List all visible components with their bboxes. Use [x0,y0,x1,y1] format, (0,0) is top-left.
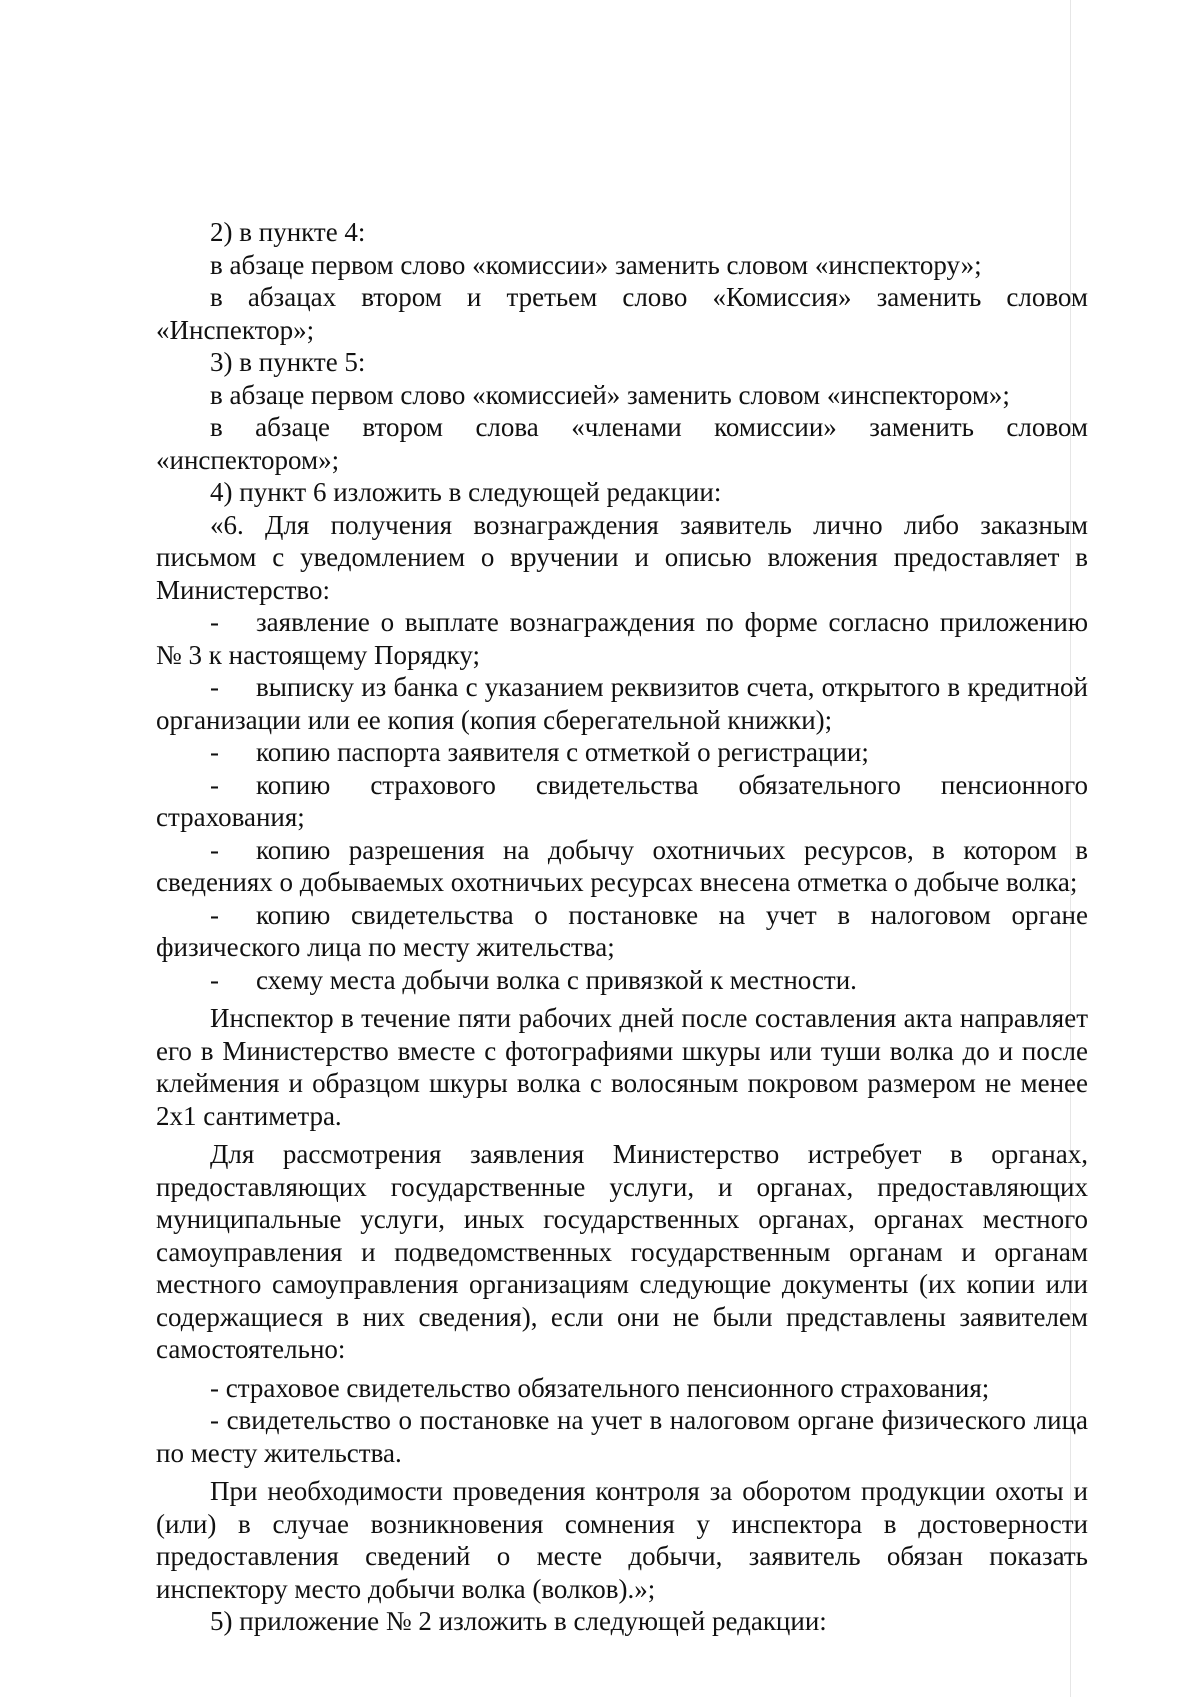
paragraph-item-4: 4) пункт 6 изложить в следующей редакции: [210,477,722,507]
paragraph-item-2-b: в абзацах втором и третьем слово «Комиссия» заменить словом «Инспектор»; [156,282,1088,345]
paragraph-item-2-a: в абзаце первом слово «комиссии» заменить словом «инспектору»; [210,249,982,280]
paragraph-ministry-request: Для рассмотрения заявления Министерство истребует в органах, предоставляющих государственные услуги, и органах, предоставляющих муниципальные услуги, иных государственных органах, органах местного самоуправления и подведомственных государственным органам и органам местного самоуправления организациям следующие документы (их копии или содержащиеся в них сведения), если они не были представлены заявителем самостоятельно: [156,1139,1088,1364]
bullet-dash: - [210,737,219,767]
bullet-text: схему места добычи волка с привязкой к местности. [256,964,857,995]
bullet-dash: - [210,964,219,995]
bullet-item-insurance [156,769,1088,834]
bullet-item-passport [156,736,1088,769]
bullet-item-hunting-permit [156,834,1088,899]
bullet-text: заявление о выплате вознаграждения по форме согласно приложению № 3 к настоящему Порядку; [156,607,1088,670]
paragraph-item-3-b: в абзаце втором слова «членами комиссии» заменить словом «инспектором»; [156,412,1088,475]
paragraph-request-insurance: - страховое свидетельство обязательного пенсионного страхования; [210,1372,990,1403]
bullet-dash: - [210,899,219,930]
bullet-text: копию паспорта заявителя с отметкой о регистрации; [256,737,869,767]
paragraph-item-3: 3) в пункте 5: [210,347,366,377]
bullet-item-location-scheme [156,964,1088,997]
bullet-text: копию разрешения на добычу охотничьих ресурсов, в котором в сведениях о добываемых охотничьих ресурсах внесена отметка о добыче волка; [156,834,1088,897]
bullet-text: выписку из банка с указанием реквизитов счета, открытого в кредитной организации или ее копия (копия сберегательной книжки); [156,672,1088,735]
paragraph-control: При необходимости проведения контроля за оборотом продукции охоты и (или) в случае возникновения сомнения у инспектора в достоверности предоставления сведений о месте добычи, заявитель обязан показать инспектору место добычи волка (волков).»; [156,1476,1088,1604]
bullet-text: копию страхового свидетельства обязательного пенсионного страхования; [156,769,1088,832]
bullet-dash: - [210,607,219,637]
document-body [156,216,1088,1638]
paragraph-inspector-act: Инспектор в течение пяти рабочих дней после составления акта направляет его в Министерство вместе с фотографиями шкуры или туши волка до и после клеймения и образцом шкуры волка с волосяным покровом размером не менее 2х1 сантиметра. [156,1003,1088,1131]
bullet-dash: - [210,672,219,702]
bullet-item-bank-statement [156,671,1088,736]
paragraph-item-2: 2) в пункте 4: [210,217,366,247]
paragraph-point-6: «6. Для получения вознаграждения заявитель лично либо заказным письмом с уведомлением о вручении и описью вложения предоставляет в Министерство: [156,509,1088,605]
bullet-dash: - [210,834,219,865]
paragraph-item-3-a: в абзаце первом слово «комиссией» заменить словом «инспектором»; [210,379,1010,410]
bullet-item-application [156,606,1088,671]
paragraph-request-tax: - свидетельство о постановке на учет в налоговом органе физического лица по месту жительства. [156,1405,1088,1468]
bullet-dash: - [210,769,219,800]
bullet-item-tax-certificate [156,899,1088,964]
bullet-text: копию свидетельства о постановке на учет в налоговом органе физического лица по месту жительства; [156,899,1088,962]
paragraph-item-5: 5) приложение № 2 изложить в следующей редакции: [210,1606,827,1636]
